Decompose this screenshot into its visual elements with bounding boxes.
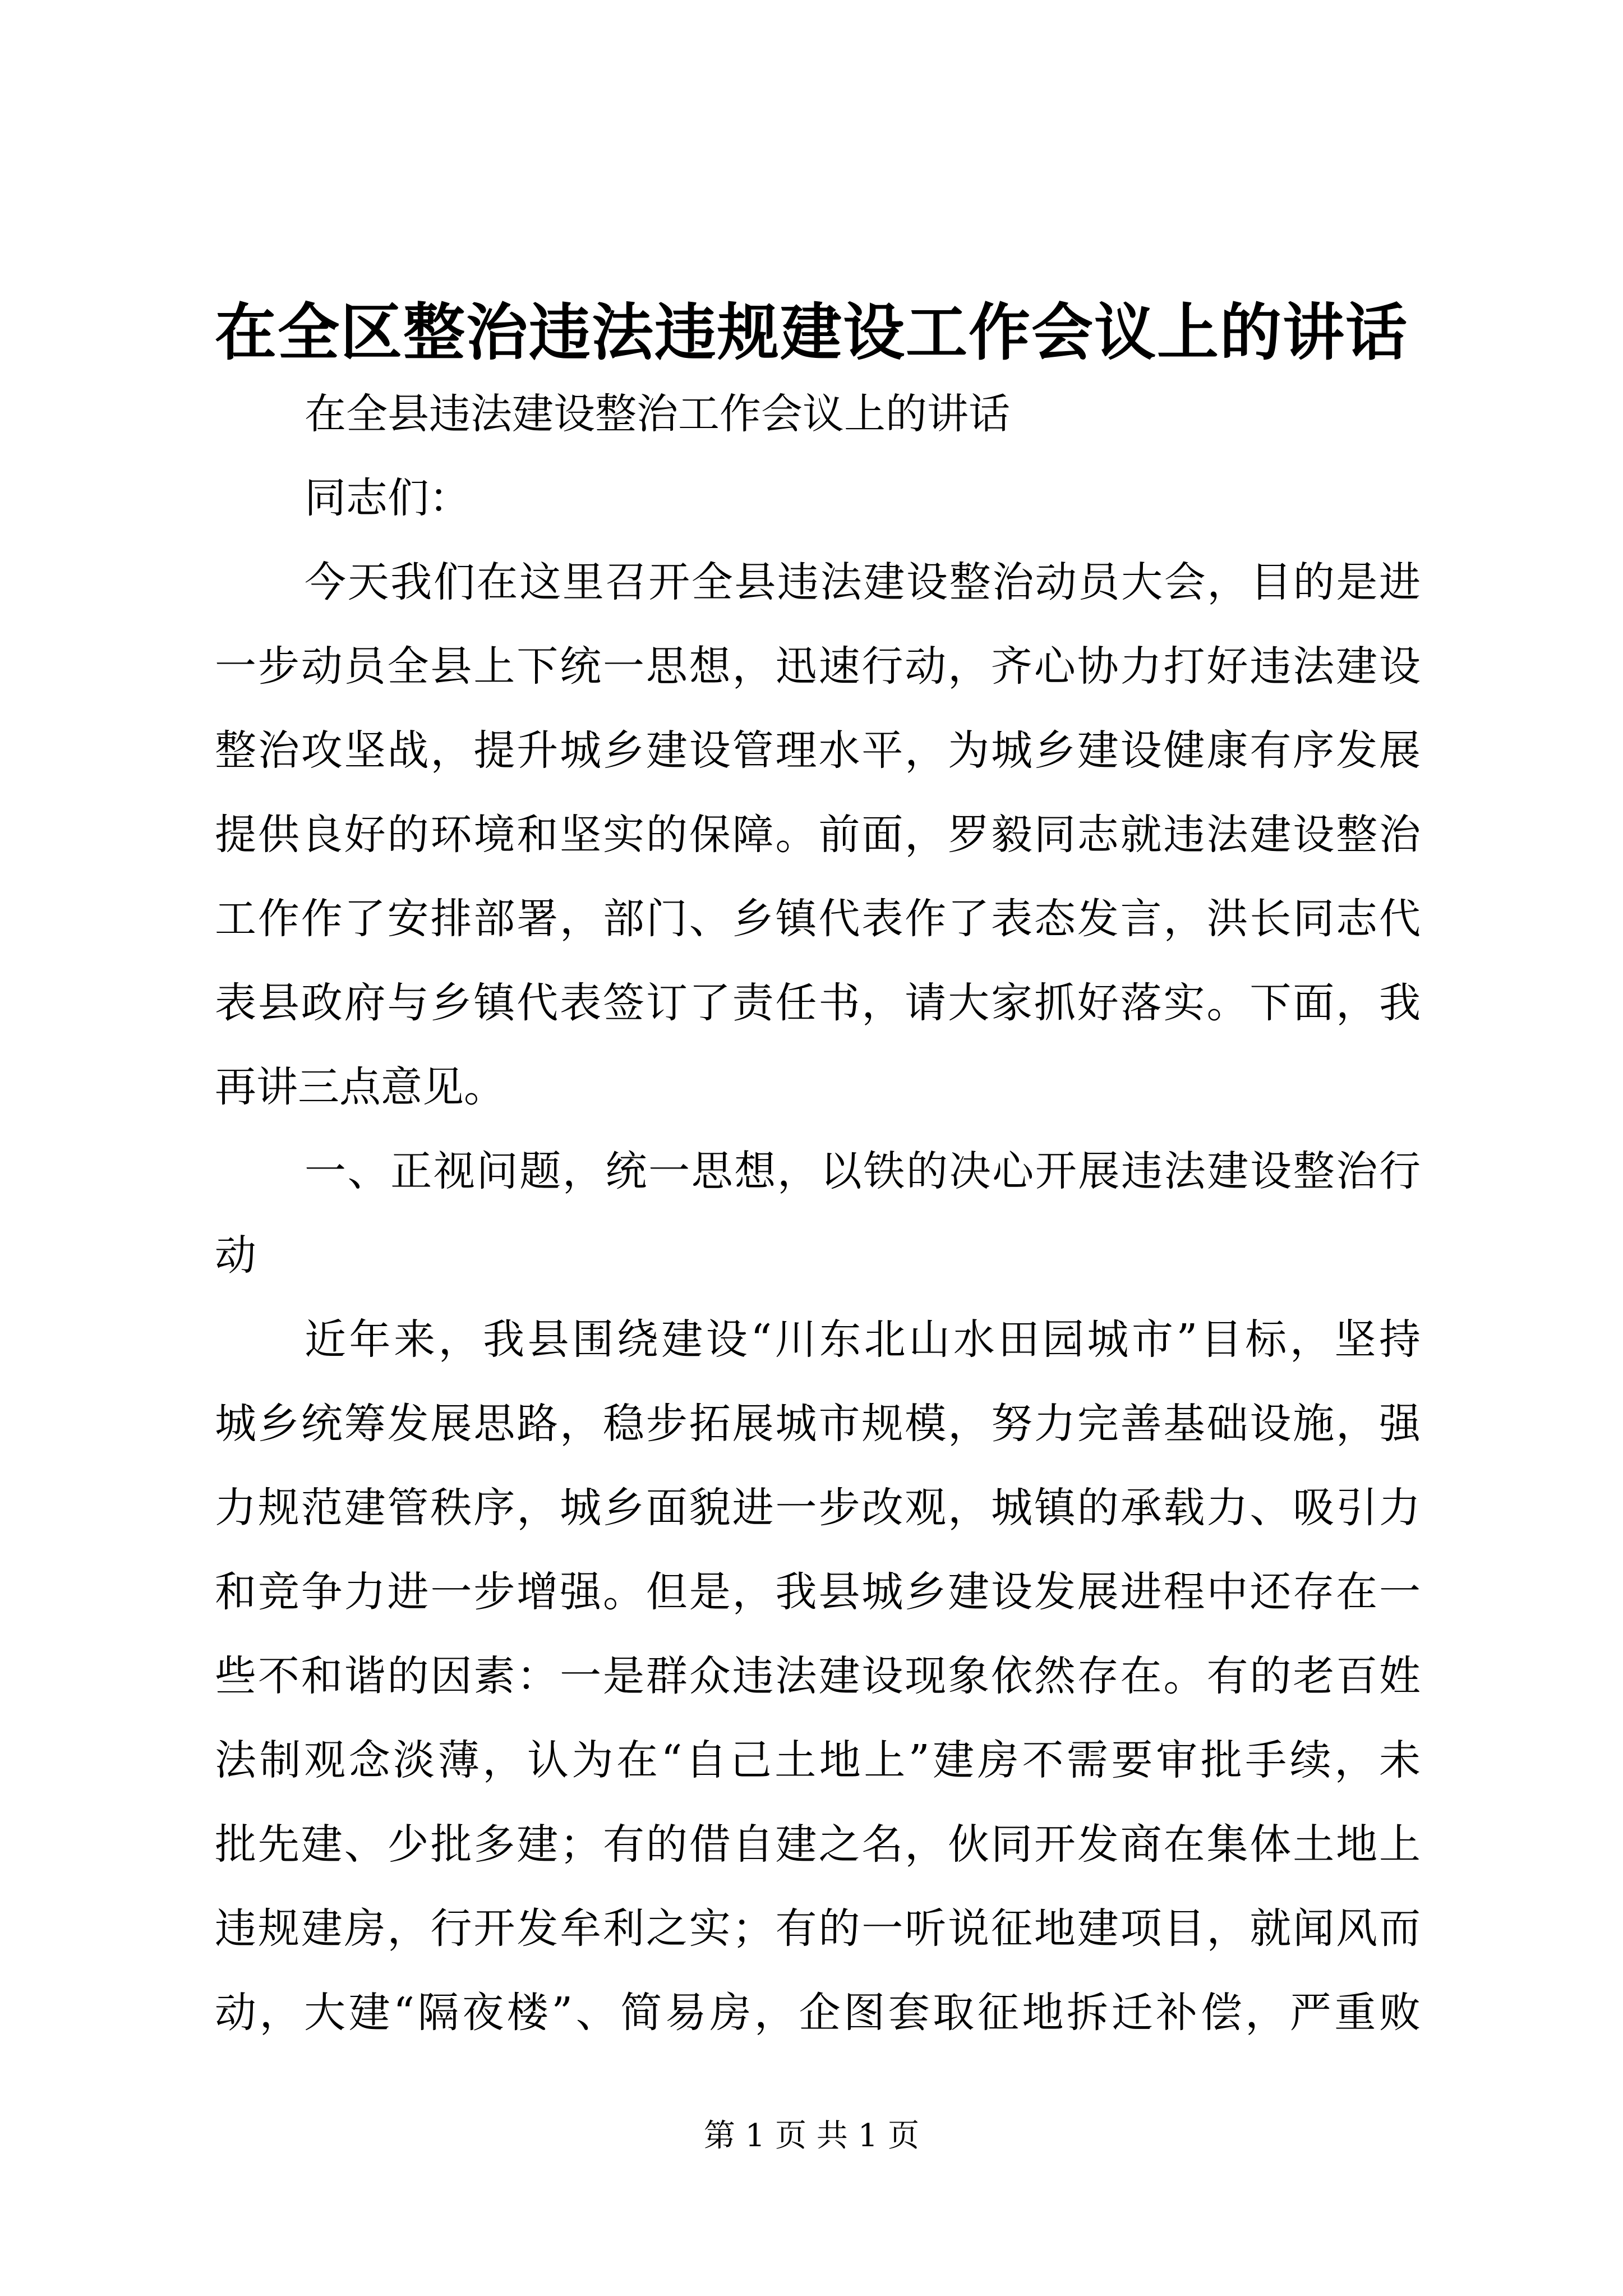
section-heading-line: 动 (215, 1231, 256, 1280)
paragraph-2-line: 批先建、少批多建；有的借自建之名，伙同开发商在集体土地上 (215, 1820, 1421, 1869)
paragraph-2-line: 动，大建“隔夜楼”、简易房，企图套取征地拆迁补偿，严重败 (215, 1989, 1421, 2037)
paragraph-2-line: 违规建房，行开发牟利之实；有的一听说征地建项目，就闻风而 (215, 1904, 1421, 1953)
paragraph-1-line: 今天我们在这里召开全县违法建设整治动员大会，目的是进 (305, 558, 1421, 606)
section-heading-line: 一、正视问题，统一思想，以铁的决心开展违法建设整治行 (305, 1147, 1421, 1195)
paragraph-2-line: 些不和谐的因素：一是群众违法建设现象依然存在。有的老百姓 (215, 1652, 1421, 1700)
paragraph-1-line: 提供良好的环境和坚实的保障。前面，罗毅同志就违法建设整治 (215, 811, 1421, 859)
paragraph-1-line: 表县政府与乡镇代表签订了责任书，请大家抓好落实。下面，我 (215, 979, 1421, 1027)
paragraph-1-line: 一步动员全县上下统一思想，迅速行动，齐心协力打好违法建设 (215, 642, 1421, 691)
document-title: 在全区整治违法违规建设工作会议上的讲话 (215, 296, 1408, 369)
paragraph-1-line: 整治攻坚战，提升城乡建设管理水平，为城乡建设健康有序发展 (215, 726, 1421, 775)
paragraph-2-line: 近年来，我县围绕建设“川东北山水田园城市”目标，坚持 (305, 1315, 1421, 1364)
paragraph-1-line: 工作作了安排部署，部门、乡镇代表作了表态发言，洪长同志代 (215, 895, 1421, 943)
page-footer: 第 1 页 共 1 页 (703, 2118, 920, 2154)
subtitle: 在全县违法建设整治工作会议上的讲话 (305, 390, 1010, 438)
paragraph-2-line: 城乡统筹发展思路，稳步拓展城市规模，努力完善基础设施，强 (215, 1400, 1421, 1448)
paragraph-2-line: 法制观念淡薄，认为在“自己土地上”建房不需要审批手续，未 (215, 1736, 1421, 1784)
paragraph-2-line: 和竞争力进一步增强。但是，我县城乡建设发展进程中还存在一 (215, 1568, 1421, 1616)
paragraph-1-line: 再讲三点意见。 (215, 1063, 505, 1111)
salutation: 同志们： (305, 474, 471, 522)
paragraph-2-line: 力规范建管秩序，城乡面貌进一步改观，城镇的承载力、吸引力 (215, 1484, 1421, 1532)
